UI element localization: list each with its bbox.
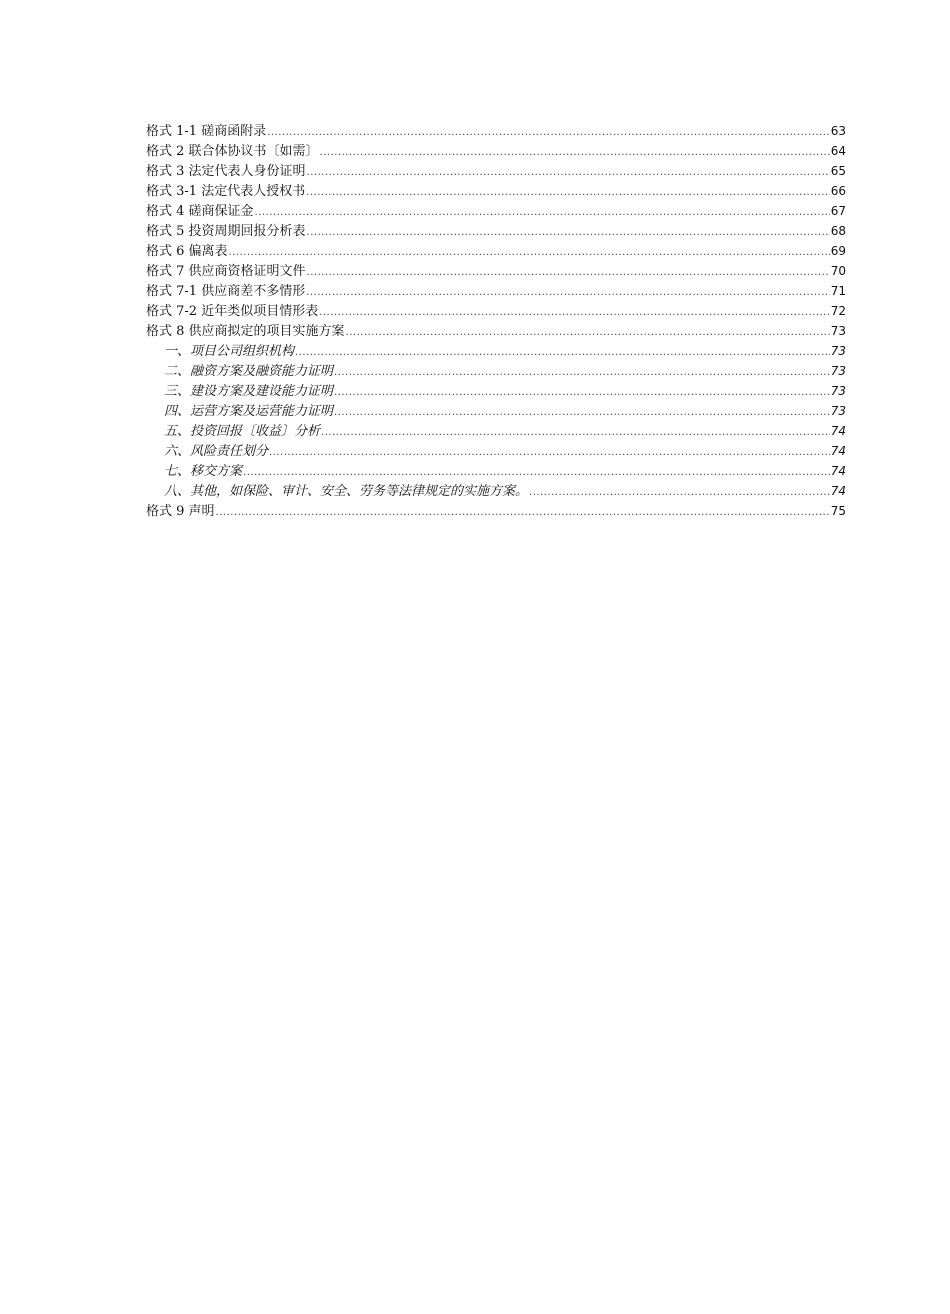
dot-leader bbox=[229, 243, 830, 263]
toc-page-number: 73 bbox=[830, 324, 846, 338]
toc-entry-label: 四、运营方案及运营能力证明 bbox=[164, 404, 334, 419]
dot-leader bbox=[319, 303, 830, 323]
toc-page-number: 74 bbox=[830, 484, 846, 498]
toc-entry-format-7-1[interactable] bbox=[146, 281, 846, 301]
toc-page-number: 65 bbox=[830, 164, 846, 178]
toc-entry-label: 格式 9 声明 bbox=[146, 504, 215, 519]
toc-entry-format-3-1[interactable] bbox=[146, 181, 846, 201]
toc-entry-format-6[interactable] bbox=[146, 241, 846, 261]
toc-entry-label: 格式 5 投资周期回报分析表 bbox=[146, 224, 306, 239]
toc-entry-format-8[interactable] bbox=[146, 321, 846, 341]
toc-page-number: 67 bbox=[830, 204, 846, 218]
dot-leader bbox=[334, 403, 830, 423]
toc-page-number: 74 bbox=[830, 444, 846, 458]
toc-entry-label: 格式 1-1 磋商函附录 bbox=[146, 124, 267, 139]
dot-leader bbox=[307, 223, 830, 243]
toc-entry-label: 格式 8 供应商拟定的项目实施方案 bbox=[146, 324, 345, 339]
toc-entry-label: 三、建设方案及建设能力证明 bbox=[164, 384, 334, 399]
toc-entry-label: 五、投资回报〔收益〕分析 bbox=[164, 424, 321, 439]
toc-subentry-2[interactable] bbox=[146, 361, 846, 381]
toc-entry-label: 二、融资方案及融资能力证明 bbox=[164, 364, 334, 379]
dot-leader bbox=[243, 463, 830, 483]
dot-leader bbox=[334, 383, 830, 403]
dot-leader bbox=[295, 343, 830, 363]
toc-entry-label: 七、移交方案 bbox=[164, 464, 243, 479]
toc-entry-label: 格式 7 供应商资格证明文件 bbox=[146, 264, 306, 279]
toc-entry-format-3[interactable] bbox=[146, 161, 846, 181]
dot-leader bbox=[321, 423, 830, 443]
toc-entry-label: 六、风险责任划分 bbox=[164, 444, 269, 459]
toc-subentry-5[interactable] bbox=[146, 421, 846, 441]
toc-entry-label: 格式 3-1 法定代表人授权书 bbox=[146, 184, 306, 199]
toc-page-number: 70 bbox=[830, 264, 846, 278]
dot-leader bbox=[269, 443, 830, 463]
toc-entry-format-5[interactable] bbox=[146, 221, 846, 241]
toc-entry-label: 格式 7-2 近年类似项目情形表 bbox=[146, 304, 319, 319]
toc-entry-label: 格式 6 偏离表 bbox=[146, 244, 228, 259]
dot-leader bbox=[255, 203, 830, 223]
toc-entry-label: 一、项目公司组织机构 bbox=[164, 344, 295, 359]
toc-page-number: 73 bbox=[830, 344, 846, 358]
dot-leader bbox=[307, 263, 830, 283]
toc-page-number: 69 bbox=[830, 244, 846, 258]
table-of-contents bbox=[146, 121, 846, 521]
toc-page-number: 73 bbox=[830, 384, 846, 398]
toc-subentry-8[interactable] bbox=[146, 481, 846, 501]
toc-page-number: 72 bbox=[830, 304, 846, 318]
toc-subentry-3[interactable] bbox=[146, 381, 846, 401]
dot-leader bbox=[267, 123, 830, 143]
toc-subentry-6[interactable] bbox=[146, 441, 846, 461]
dot-leader bbox=[346, 323, 830, 343]
dot-leader bbox=[307, 163, 830, 183]
dot-leader bbox=[216, 503, 830, 523]
toc-page-number: 71 bbox=[830, 284, 846, 298]
toc-page-number: 63 bbox=[830, 124, 846, 138]
toc-page-number: 74 bbox=[830, 464, 846, 478]
toc-entry-format-7-2[interactable] bbox=[146, 301, 846, 321]
toc-entry-label: 格式 2 联合体协议书〔如需〕 bbox=[146, 144, 319, 159]
toc-entry-label: 八、其他，如保险、审计、安全、劳务等法律规定的实施方案。 bbox=[164, 484, 529, 499]
toc-entry-format-1-1[interactable] bbox=[146, 121, 846, 141]
toc-subentry-4[interactable] bbox=[146, 401, 846, 421]
dot-leader bbox=[529, 483, 830, 503]
toc-page-number: 64 bbox=[830, 144, 846, 158]
toc-entry-label: 格式 4 磋商保证金 bbox=[146, 204, 254, 219]
toc-entry-format-9[interactable] bbox=[146, 501, 846, 521]
toc-entry-format-2[interactable] bbox=[146, 141, 846, 161]
toc-page-number: 74 bbox=[830, 424, 846, 438]
toc-entry-label: 格式 3 法定代表人身份证明 bbox=[146, 164, 306, 179]
dot-leader bbox=[306, 183, 830, 203]
toc-page-number: 73 bbox=[830, 404, 846, 418]
toc-page-number: 75 bbox=[830, 504, 846, 518]
toc-entry-format-7[interactable] bbox=[146, 261, 846, 281]
toc-page-number: 73 bbox=[830, 364, 846, 378]
toc-page-number: 66 bbox=[830, 184, 846, 198]
dot-leader bbox=[320, 143, 830, 163]
toc-subentry-1[interactable] bbox=[146, 341, 846, 361]
toc-entry-format-4[interactable] bbox=[146, 201, 846, 221]
toc-page-number: 68 bbox=[830, 224, 846, 238]
dot-leader bbox=[334, 363, 830, 383]
dot-leader bbox=[306, 283, 830, 303]
toc-entry-label: 格式 7-1 供应商差不多情形 bbox=[146, 284, 306, 299]
toc-subentry-7[interactable] bbox=[146, 461, 846, 481]
